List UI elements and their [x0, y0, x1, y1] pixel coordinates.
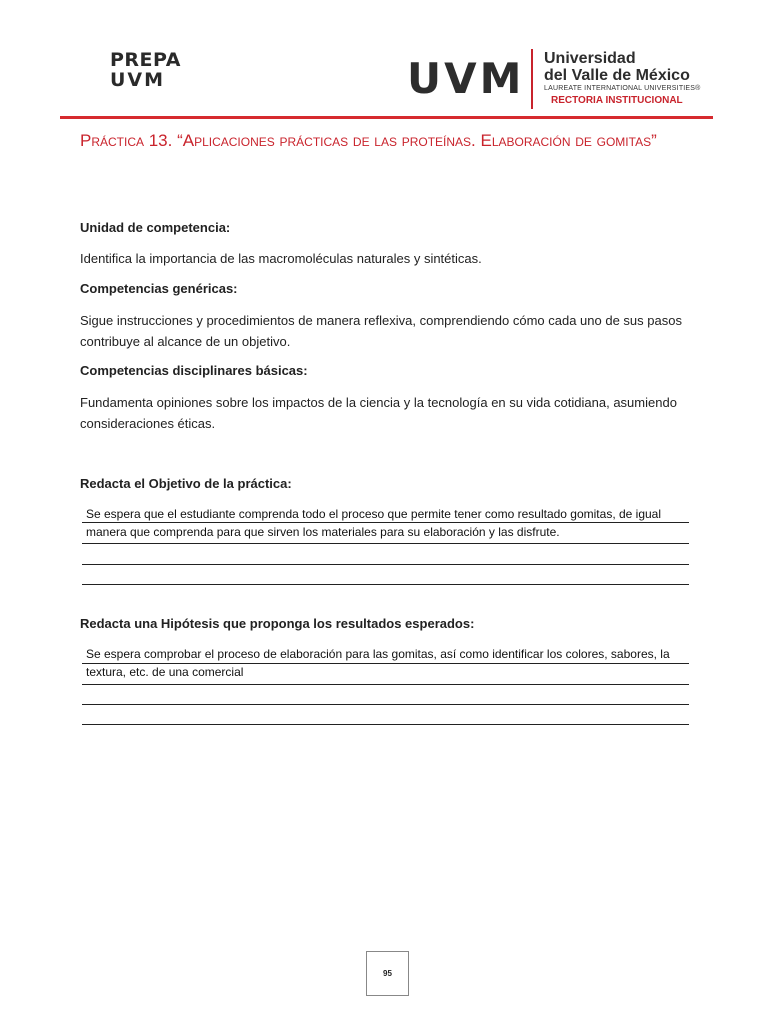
- prepa-uvm-logo: [110, 50, 181, 90]
- answer-line: [82, 663, 689, 664]
- answer-line: [82, 522, 689, 523]
- logo-divider: [531, 49, 533, 109]
- hipotesis-label: Redacta una Hipótesis que proponga los resultados esperados:: [80, 616, 475, 631]
- university-logo: [544, 50, 701, 108]
- hipotesis-answer-text: Se espera comprobar el proceso de elaboración para las gomitas, así como identificar los colores, sabores, la textura, etc. de una comercial: [86, 647, 670, 679]
- objetivo-answer-text: Se espera que el estudiante comprenda todo el proceso que permite tener como resultado gomitas, de igual manera que comprenda para que sirven los materiales para su elaboración y las disfrute.: [86, 507, 662, 539]
- page-number: 95: [366, 951, 409, 996]
- practice-title: Práctica 13. “Aplicaciones prácticas de las proteínas. Elaboración de gomitas”: [80, 131, 657, 150]
- header-rule: [60, 116, 713, 119]
- university-name-line2: del Valle de México: [544, 67, 690, 84]
- objetivo-label: Redacta el Objetivo de la práctica:: [80, 476, 292, 491]
- competencias-genericas-text: Sigue instrucciones y procedimientos de manera reflexiva, comprendiendo cómo cada uno de sus pasos contribuye al alcance de un objetivo.: [80, 313, 682, 349]
- unidad-competencia-text: Identifica la importancia de las macromoléculas naturales y sintéticas.: [80, 251, 482, 266]
- laureate-tagline: LAUREATE INTERNATIONAL UNIVERSITIES®: [544, 85, 701, 92]
- answer-line: [82, 724, 689, 725]
- hipotesis-answer-area[interactable]: [82, 644, 689, 726]
- unidad-competencia-label: Unidad de competencia:: [80, 220, 231, 235]
- answer-line: [82, 584, 689, 585]
- uvm-logo: UVM: [407, 54, 525, 103]
- prepa-logo-line2: UVM: [110, 69, 166, 91]
- rectoria-label: RECTORIA INSTITUCIONAL: [551, 95, 683, 106]
- competencias-disciplinares-label: Competencias disciplinares básicas:: [80, 363, 308, 378]
- competencias-disciplinares-text: Fundamenta opiniones sobre los impactos de la ciencia y la tecnología en su vida cotidiana, asumiendo consideraciones éticas.: [80, 395, 677, 431]
- university-name-line1: Universidad: [544, 50, 636, 67]
- answer-line: [82, 543, 689, 544]
- competencias-genericas-label: Competencias genéricas:: [80, 281, 238, 296]
- prepa-logo-line1: PREPA: [110, 49, 181, 71]
- answer-line: [82, 704, 689, 705]
- answer-line: [82, 564, 689, 565]
- answer-line: [82, 684, 689, 685]
- objetivo-answer-area[interactable]: [82, 504, 689, 586]
